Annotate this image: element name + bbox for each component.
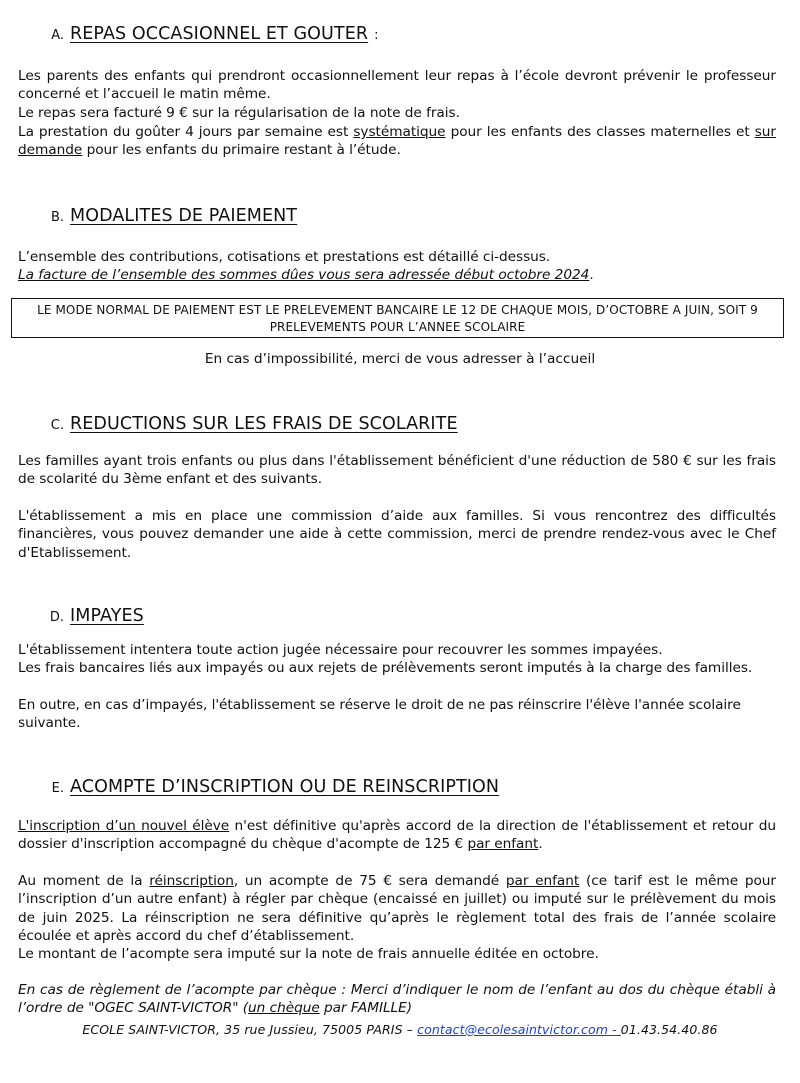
underlined-text: par enfant xyxy=(505,873,580,889)
section-e-paragraph-2 xyxy=(18,872,776,946)
section-e-title: ACOMPTE D’INSCRIPTION OU DE REINSCRIPTION xyxy=(70,777,500,797)
section-c-heading xyxy=(0,414,458,434)
section-c-letter: C. xyxy=(50,418,64,433)
text-run: . xyxy=(538,836,543,853)
section-a-paragraph-3 xyxy=(18,123,776,160)
text-run: . xyxy=(589,267,594,283)
underlined-text: par enfant xyxy=(467,836,539,853)
section-c-paragraph-1: Les familles ayant trois enfants ou plus dans l'établissement bénéficient d'une réduction de 580 € sur les frais de scolarité du 3ème enfant et des suivants. xyxy=(18,453,776,488)
section-d-letter: D. xyxy=(49,610,64,625)
section-a-paragraph-1: Les parents des enfants qui prendront occasionnellement leur repas à l’école devront prévenir le professeur concerné et l’accueil le matin même. xyxy=(18,68,776,103)
text-run: , un acompte de 75 € sera demandé xyxy=(233,873,506,889)
section-a-heading xyxy=(0,24,379,44)
text-run: (ce tarif est le même pour l’inscription d’un autre enfant) à régler par chèque (encaissé en juillet) ou imputé sur le prélèvement du mois de juin 2025. La réinscription ne sera définitive qu’après le règlement total des frais de l’année scolaire écoulée et après accord du chef d’établissement. xyxy=(18,873,777,945)
section-b-paragraph-3: En cas d’impossibilité, merci de vous adresser à l’accueil xyxy=(204,351,596,367)
section-d-title: IMPAYES xyxy=(70,606,144,626)
section-d-heading xyxy=(0,606,144,626)
text-run: La prestation du goûter 4 jours par semaine est xyxy=(18,124,354,140)
section-a-suffix: : xyxy=(374,28,379,43)
section-c-paragraph-2: L'établissement a mis en place une commission d’aide aux familles. Si vous rencontrez des difficultés financières, vous pouvez demander une aide à cette commission, merci de prendre rendez-vous avec le Chef d'Etablissement. xyxy=(18,508,776,561)
payment-method-notice: LE MODE NORMAL DE PAIEMENT EST LE PRELEVEMENT BANCAIRE LE 12 DE CHAQUE MOIS, D’OCTOBRE A JUIN, SOIT 9 PRELEVEMENTS POUR L’ANNEE SCOLAIRE xyxy=(11,298,784,338)
section-e-paragraph-4 xyxy=(18,981,776,1018)
invoice-date-text: La facture de l’ensemble des sommes dûes vous sera adressée début octobre 2024 xyxy=(18,267,590,283)
section-d-paragraph-1: L'établissement intentera toute action jugée nécessaire pour recouvrer les sommes impayées. xyxy=(18,642,663,658)
text-run: n'est définitive qu'après accord de la direction de l'établissement et retour du dossier d'inscription accompagné du chèque d'acompte de 125 € xyxy=(18,818,777,853)
text-run: pour les enfants des classes maternelles et xyxy=(445,124,755,140)
underlined-text: réinscription xyxy=(149,873,234,889)
section-a-letter: A. xyxy=(51,28,64,43)
section-e-paragraph-1 xyxy=(18,817,776,854)
section-e-paragraph-3: Le montant de l’acompte sera imputé sur la note de frais annuelle éditée en octobre. xyxy=(18,946,599,962)
page-footer xyxy=(0,1022,800,1037)
underlined-text: un chèque xyxy=(248,1000,320,1017)
section-b-paragraph-1: L’ensemble des contributions, cotisations et prestations est détaillé ci-dessus. xyxy=(18,249,551,265)
section-b-paragraph-2 xyxy=(18,266,776,284)
section-c-title: REDUCTIONS SUR LES FRAIS DE SCOLARITE xyxy=(70,414,458,434)
text-run: par FAMILLE) xyxy=(319,1000,412,1017)
underlined-text: sur demande xyxy=(18,124,776,159)
section-d-paragraph-3: En outre, en cas d’impayés, l'établissement se réserve le droit de ne pas réinscrire l'élève l'année scolaire suivante. xyxy=(18,697,741,732)
section-b-letter: B. xyxy=(50,210,64,225)
text-run: En cas de règlement de l’acompte par chèque : Merci d’indiquer le nom de l’enfant au dos du chèque établi à l’ordre de "OGEC SAINT-VICTOR" ( xyxy=(18,982,776,1017)
section-b-title: MODALITES DE PAIEMENT xyxy=(70,206,298,226)
section-a-paragraph-2: Le repas sera facturé 9 € sur la régularisation de la note de frais. xyxy=(18,105,460,121)
section-e-heading xyxy=(0,777,499,797)
section-e-letter: E. xyxy=(51,781,64,796)
footer-email-link[interactable]: contact@ecolesaintvictor.com - xyxy=(417,1022,621,1037)
underlined-text: systématique xyxy=(353,124,446,140)
section-b-heading xyxy=(0,206,297,226)
text-run: pour les enfants du primaire restant à l’étude. xyxy=(82,142,401,159)
footer-phone: 01.43.54.40.86 xyxy=(620,1022,718,1037)
section-a-title: REPAS OCCASIONNEL ET GOUTER xyxy=(70,24,369,44)
underlined-text: L'inscription d’un nouvel élève xyxy=(18,818,230,834)
section-d-paragraph-2: Les frais bancaires liés aux impayés ou aux rejets de prélèvements seront imputés à la charge des familles. xyxy=(18,660,753,676)
text-run: Au moment de la xyxy=(18,873,150,889)
footer-address: ECOLE SAINT-VICTOR, 35 rue Jussieu, 75005 PARIS – xyxy=(82,1022,418,1037)
